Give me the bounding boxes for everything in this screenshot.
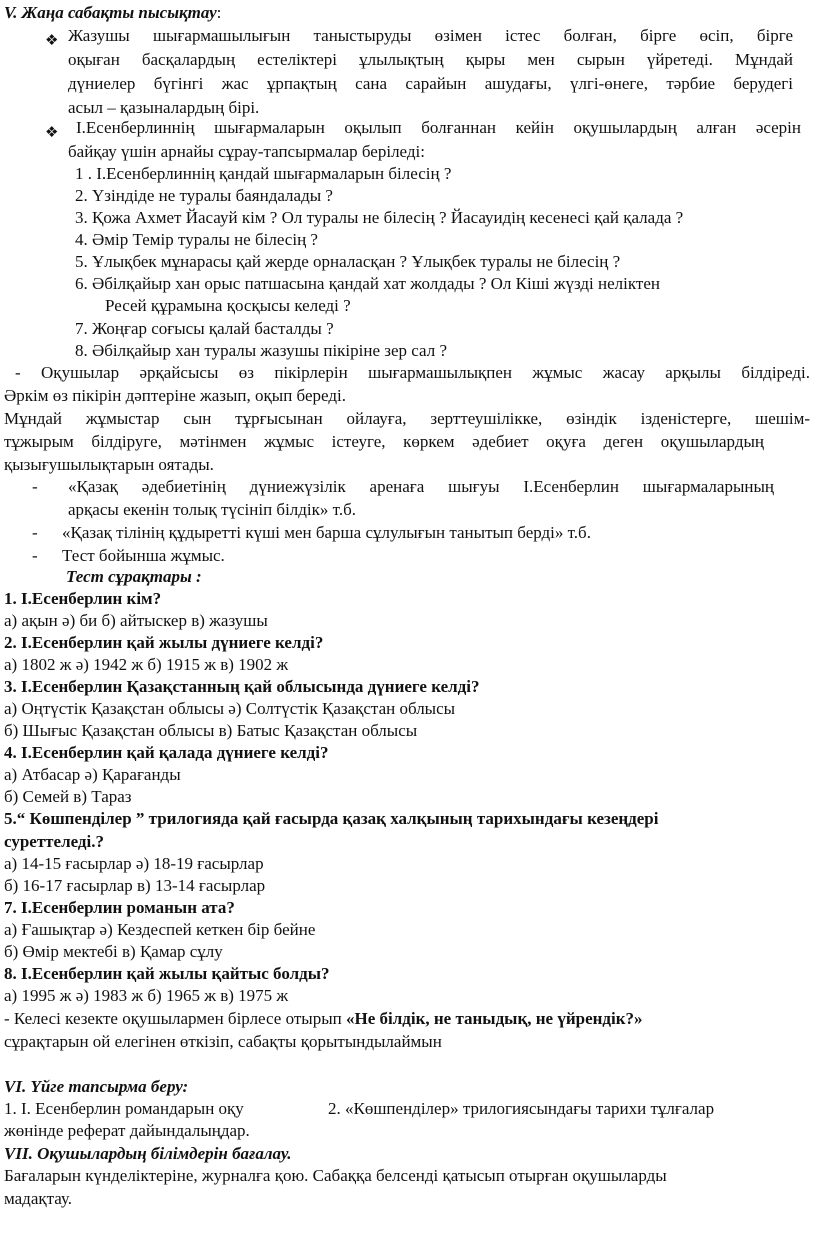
bullet1-line2: оқыған басқалардың естеліктері ұлылықтың қыры мен сырын үйретеді. Мұндай <box>68 50 793 69</box>
test-q1: 1. І.Есенберлин кім? <box>4 589 162 608</box>
section7-line1: Бағаларын күнделіктеріне, журналға қою. Сабаққа белсенді қатысып отырған оқушыларды <box>4 1166 667 1185</box>
test-q8: 8. І.Есенберлин қай жылы қайтыс болды? <box>4 964 330 983</box>
bullet1-line3: дүниелер бүгінгі жас ұрпақтың сана сарайын ашудағы, үлгі-өнеге, тәрбие берудегі <box>68 74 793 93</box>
test-q7-options-1: а) Ғашықтар ә) Кездеспей кеткен бір бейне <box>4 920 316 939</box>
bullet1-line4: асыл – қазыналардың бірі. <box>68 98 260 117</box>
test-q2-options: а) 1802 ж ә) 1942 ж б) 1915 ж в) 1902 ж <box>4 655 289 674</box>
closing-text: - Келесі кезекте оқушылармен бірлесе отырып <box>4 1009 346 1028</box>
test-q7: 7. І.Есенберлин романын ата? <box>4 898 235 917</box>
test-q4: 4. І.Есенберлин қай қалада дүниеге келді? <box>4 743 329 762</box>
dash-item1-line2: арқасы екенін толық түсініп білдік» т.б. <box>68 500 356 519</box>
test-q5-options-1: а) 14-15 ғасырлар ә) 18-19 ғасырлар <box>4 854 264 873</box>
section5-title: V. Жаңа сабақты пысықтау <box>4 3 217 22</box>
section6-heading: VІ. Үйге тапсырма беру: <box>4 1077 189 1096</box>
para2-line3: қызығушылықтарын оятады. <box>4 455 214 474</box>
para2-line1: Мұндай жұмыстар сын тұрғысынан ойлауға, зерттеушілікке, өзіндік ізденістерге, шешім- <box>4 409 810 428</box>
section7-heading: VІІ. Оқушылардың білімдерін бағалау. <box>4 1144 292 1163</box>
question-item-6-cont: Ресей құрамына қосқысы келеді ? <box>105 296 351 315</box>
para1-line1: - Оқушылар әрқайсысы өз пікірлерін шығармашылықпен жұмыс жасау арқылы білдіреді. <box>15 363 810 382</box>
dash-marker: - <box>32 546 38 565</box>
dash-marker: - <box>32 523 38 542</box>
question-item-2: 2. Үзіндіде не туралы баяндалады ? <box>75 186 333 205</box>
question-item-7: 7. Жоңғар соғысы қалай басталды ? <box>75 319 334 338</box>
bullet2-line1: І.Есенберлиннің шығармаларын оқылып болғаннан кейін оқушылардың алған әсерін <box>76 118 801 137</box>
dash-marker: - <box>32 477 38 496</box>
test-q4-options-1: а) Атбасар ә) Қарағанды <box>4 765 181 784</box>
question-item-8: 8. Әбілқайыр хан туралы жазушы пікіріне зер сал ? <box>75 341 447 360</box>
section5-heading <box>4 2 221 24</box>
bullet1-line1: Жазушы шығармашылығын таныстыруды өзімен істес болған, бірге өсіп, бірге <box>68 26 793 45</box>
test-q5: 5.“ Көшпенділер ” трилогияда қай ғасырда қазақ халқының тарихындағы кезеңдері <box>4 809 659 828</box>
diamond-bullet-icon: ❖ <box>45 123 59 141</box>
test-q3-options-2: б) Шығыс Қазақстан облысы в) Батыс Қазақстан облысы <box>4 721 418 740</box>
test-q1-options: а) ақын ә) би б) айтыскер в) жазушы <box>4 611 268 630</box>
question-item-5: 5. Ұлықбек мұнарасы қай жерде орналасқан ? Ұлықбек туралы не білесің ? <box>75 252 621 271</box>
section6-line2: жөнінде реферат дайындалыңдар. <box>4 1121 250 1140</box>
test-q2: 2. І.Есенберлин қай жылы дүниеге келді? <box>4 633 324 652</box>
test-q3-options-1: а) Оңтүстік Қазақстан облысы ә) Солтүстік Қазақстан облысы <box>4 699 456 718</box>
test-q3: 3. І.Есенберлин Қазақстанның қай облысында дүниеге келді? <box>4 677 480 696</box>
para2-line2: тұжырым білдіруге, мәтінмен жұмыс істеуге, көркем әдебиет оқуға деген оқушылардың <box>4 432 764 451</box>
dash-item2: «Қазақ тілінің құдыретті күші мен барша сұлулығын танытып берді» т.б. <box>62 523 591 542</box>
section7-line2: мадақтау. <box>4 1189 73 1208</box>
question-item-3: 3. Қожа Ахмет Йасауй кім ? Ол туралы не білесің ? Йасауидің кесенесі қай қалада ? <box>75 208 684 227</box>
test-q5-cont: суреттеледі.? <box>4 832 104 851</box>
closing-line2: сұрақтарын ой елегінен өткізіп, сабақты қорытындылаймын <box>4 1032 442 1051</box>
section6-line1b: 2. «Көшпенділер» трилогиясындағы тарихи тұлғалар <box>328 1099 715 1118</box>
diamond-bullet-icon: ❖ <box>45 31 59 49</box>
question-item-6: 6. Әбілқайыр хан орыс патшасына қандай хат жолдады ? Ол Кіші жүзді неліктен <box>75 274 660 293</box>
question-item-1: 1 . І.Есенберлиннің қандай шығармаларын білесің ? <box>75 164 452 183</box>
test-heading: Тест сұрақтары : <box>66 567 202 586</box>
closing-questions: «Не білдік, не таныдық, не үйрендік?» <box>345 1009 643 1028</box>
test-q7-options-2: б) Өмір мектебі в) Қамар сұлу <box>4 942 223 961</box>
bullet2-line2: байқау үшін арнайы сұрау-тапсырмалар беріледі: <box>68 142 425 161</box>
test-q5-options-2: б) 16-17 ғасырлар в) 13-14 ғасырлар <box>4 876 266 895</box>
question-item-4: 4. Әмір Темір туралы не білесің ? <box>75 230 318 249</box>
test-q8-options: а) 1995 ж ә) 1983 ж б) 1965 ж в) 1975 ж <box>4 986 289 1005</box>
dash-item3: Тест бойынша жұмыс. <box>62 546 225 565</box>
section6-line1a: 1. І. Есенберлин романдарын оқу <box>4 1099 244 1118</box>
section5-colon: : <box>216 3 222 22</box>
para1-line2: Әркім өз пікірін дәптеріне жазып, оқып береді. <box>4 386 346 405</box>
closing-line1 <box>4 1008 643 1030</box>
test-q4-options-2: б) Семей в) Тараз <box>4 787 132 806</box>
dash-item1-line1: «Қазақ әдебиетінің дүниежүзілік аренаға шығуы І.Есенберлин шығармаларының <box>68 477 774 496</box>
